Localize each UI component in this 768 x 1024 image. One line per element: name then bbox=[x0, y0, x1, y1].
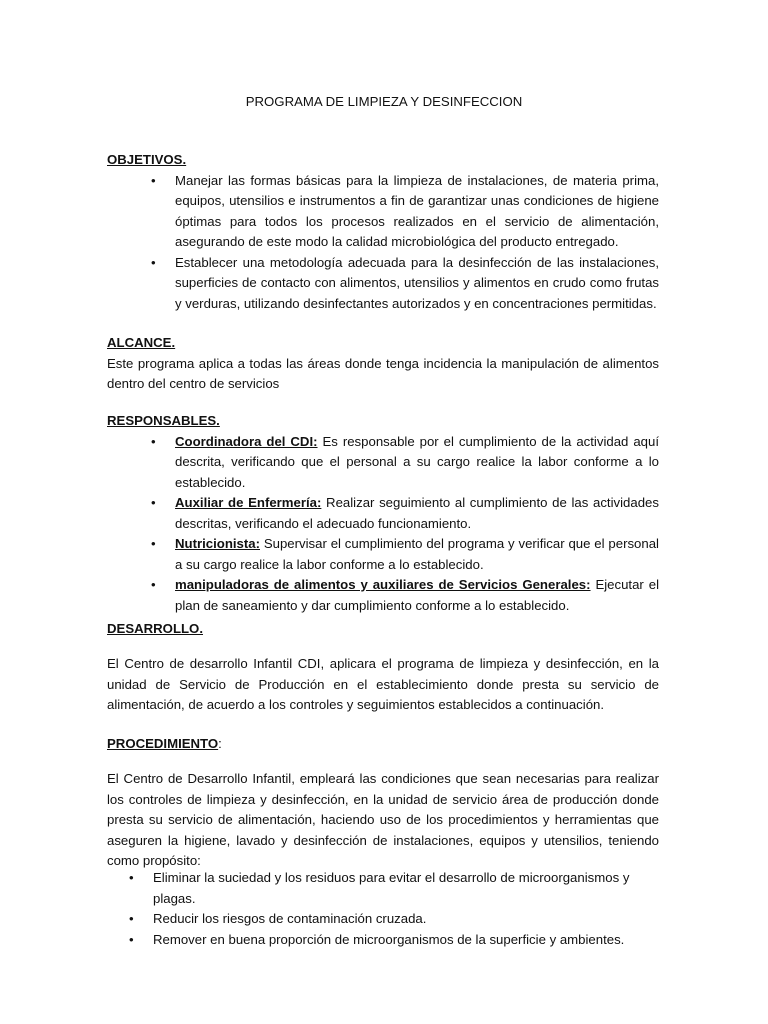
role-label: Auxiliar de Enfermería: bbox=[175, 495, 322, 510]
heading-suffix: : bbox=[218, 736, 222, 751]
heading-objetivos: OBJETIVOS. bbox=[107, 152, 187, 167]
desarrollo-text: El Centro de desarrollo Infantil CDI, aplicara el programa de limpieza y desinfección, en la unidad de Servicio de Producción en el establecimiento donde presta su servicio de alimentación, de acuerdo a los controles y seguimientos establecidos a continuación. bbox=[107, 656, 659, 712]
role-label: manipuladoras de alimentos y auxiliares de Servicios Generales: bbox=[175, 577, 591, 592]
role-label: Coordinadora del CDI: bbox=[175, 433, 318, 449]
procedimiento-body bbox=[107, 769, 659, 872]
section-procedimiento bbox=[107, 734, 659, 755]
role-label: Nutricionista: bbox=[175, 536, 260, 551]
section-desarrollo bbox=[107, 619, 659, 640]
procedimiento-list-wrap bbox=[107, 868, 659, 950]
list-item bbox=[107, 575, 659, 616]
responsables-list bbox=[107, 432, 659, 617]
heading-alcance: ALCANCE. bbox=[107, 335, 176, 350]
section-objetivos bbox=[107, 150, 659, 314]
desarrollo-body bbox=[107, 654, 659, 716]
list-item: • Reducir los riesgos de contaminación cruzada. bbox=[107, 909, 659, 930]
heading-desarrollo: DESARROLLO. bbox=[107, 621, 203, 636]
list-item bbox=[107, 432, 659, 494]
section-alcance bbox=[107, 333, 659, 395]
list-item: • Manejar las formas básicas para la limpieza de instalaciones, de materia prima, equipos, utensilios e instrumentos a fin de garantizar unas condiciones de higiene óptimas para todos los procesos realizados en el servicio de alimentación, asegurando de este modo la calidad microbiológica del producto entregado. bbox=[107, 171, 659, 253]
heading-procedimiento-line bbox=[107, 734, 659, 755]
list-item: • Remover en buena proporción de microorganismos de la superficie y ambientes. bbox=[107, 930, 659, 951]
list-item bbox=[107, 493, 659, 534]
role-text: Es responsable por el cumplimiento de la actividad aquí descrita, verificando que el personal a su cargo realice la labor conforme a lo establecido. bbox=[175, 433, 660, 490]
heading-responsables: RESPONSABLES. bbox=[107, 413, 220, 428]
list-item: • Eliminar la suciedad y los residuos para evitar el desarrollo de microorganismos y plagas. bbox=[107, 868, 659, 909]
document-title: PROGRAMA DE LIMPIEZA Y DESINFECCION bbox=[245, 94, 523, 109]
objetivos-list bbox=[107, 171, 659, 315]
heading-procedimiento: PROCEDIMIENTO bbox=[107, 736, 219, 751]
procedimiento-list bbox=[107, 868, 659, 950]
role-text: Ejecutar el plan de saneamiento y dar cumplimiento conforme a lo establecido. bbox=[175, 577, 659, 613]
list-item bbox=[107, 534, 659, 575]
procedimiento-text: El Centro de Desarrollo Infantil, empleará las condiciones que sean necesarias para realizar los controles de limpieza y desinfección, en la unidad de servicio área de producción donde presta su servicio de alimentación, haciendo uso de los procedimientos y herramientas que aseguren la higiene, lavado y desinfección de instalaciones, equipos y utensilios, teniendo como propósito: bbox=[107, 771, 659, 868]
role-text: Supervisar el cumplimiento del programa y verificar que el personal a su cargo realice la labor conforme a lo establecido. bbox=[175, 536, 659, 572]
role-text: Realizar seguimiento al cumplimiento de las actividades descritas, verificando el adecuado funcionamiento. bbox=[175, 495, 659, 531]
alcance-text: Este programa aplica a todas las áreas donde tenga incidencia la manipulación de alimentos dentro del centro de servicios bbox=[107, 355, 659, 391]
section-responsables bbox=[107, 411, 659, 616]
list-item: • Establecer una metodología adecuada para la desinfección de las instalaciones, superficies de contacto con alimentos, utensilios y alimentos en crudo como frutas y verduras, utilizando desinfectantes autorizados y en concentraciones permitidas. bbox=[107, 253, 659, 315]
